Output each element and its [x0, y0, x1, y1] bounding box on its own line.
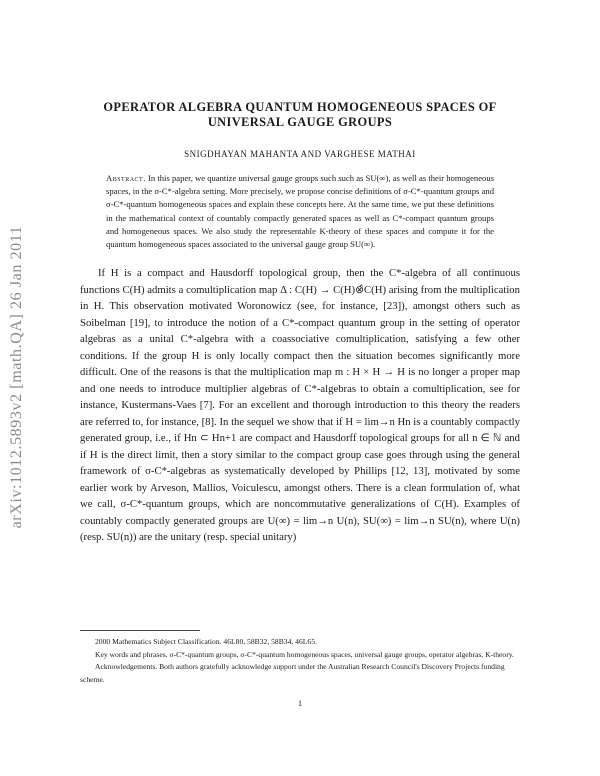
- footnote-acknowledgements: Acknowledgements. Both authors gratefully acknowledge support under the Australian Research Council's Discovery Projects funding scheme.: [80, 662, 505, 684]
- arxiv-sidebar-stamp: [6, 182, 28, 572]
- footnote-rule: [80, 630, 200, 631]
- abstract-label: Abstract.: [106, 173, 146, 183]
- footnote-keywords: Key words and phrases. σ-C*-quantum groups, σ-C*-quantum homogeneous spaces, universal gauge groups, operator algebras, K-theory.: [95, 649, 514, 659]
- body-paragraph: If H is a compact and Hausdorff topological group, then the C*-algebra of all continuous functions C(H) admits a comultiplication map Δ : C(H) → C(H)⊗̂C(H) arising from the multiplication in H. This observation motivated Woronowicz (see, for instance, [23]), amongst others such as Soibelman [19], to introduce the notion of a C*-compact quantum group in the setting of operator algebras as a unital C*-algebra with a coassociative comultiplication, satisfying a few other conditions. If the group H is only locally compact then the situation becomes significantly more difficult. One of the reasons is that the multiplication map m : H × H → H is no longer a proper map and one needs to introduce multiplier algebras of C*-algebras to obtain a comultiplication, see for instance, Kustermans-Vaes [7]. For an excellent and thorough introduction to this theory the readers are referred to, for instance, [8]. In the sequel we show that if H = lim→n Hn is a countably compactly generated group, i.e., if Hn ⊂ Hn+1 are compact and Hausdorff topological groups for all n ∈ ℕ and if H is the direct limit, then a story similar to the compact group case goes through using the general framework of σ-C*-algebras as systematically developed by Phillips [12, 13], motivated by some earlier work by Arveson, Mallios, Voiculescu, amongst others. There is a clean formulation of, what we call, σ-C*-quantum groups, which are noncommutative generalizations of C(H). Examples of countably compactly generated groups are U(∞) = lim→n U(n), SU(∞) = lim→n SU(n), where U(n) (resp. SU(n)) are the unitary (resp. special unitary): [80, 267, 520, 543]
- footnote-msc: 2000 Mathematics Subject Classification. 46L80, 58B32, 58B34, 46L65.: [95, 637, 317, 646]
- title-line-2: UNIVERSAL GAUGE GROUPS: [207, 115, 393, 129]
- title-line-1: OPERATOR ALGEBRA QUANTUM HOMOGENEOUS SPACES OF: [103, 100, 497, 114]
- page-number: 1: [297, 698, 303, 708]
- footnotes: [80, 636, 520, 686]
- abstract: [106, 172, 494, 251]
- abstract-text: In this paper, we quantize universal gauge groups such such as SU(∞), as well as their homogeneous spaces, in the σ-C*-algebra setting. More precisely, we propose concise definitions of σ-C*-quantum groups and σ-C*-quantum homogeneous spaces and explain these concepts here. At the same time, we put these definitions in the mathematical context of countably compactly generated spaces as well as C*-compact quantum groups and homogeneous spaces. We also study the representable K-theory of these spaces and compute it for the quantum homogeneous spaces associated to the universal gauge group SU(∞).: [106, 173, 494, 250]
- paper-authors: SNIGDHAYAN MAHANTA AND VARGHESE MATHAI: [184, 149, 416, 159]
- paper-title: [80, 100, 520, 130]
- arxiv-id: arXiv:1012.5893v2 [math.QA] 26 Jan 2011: [8, 225, 25, 529]
